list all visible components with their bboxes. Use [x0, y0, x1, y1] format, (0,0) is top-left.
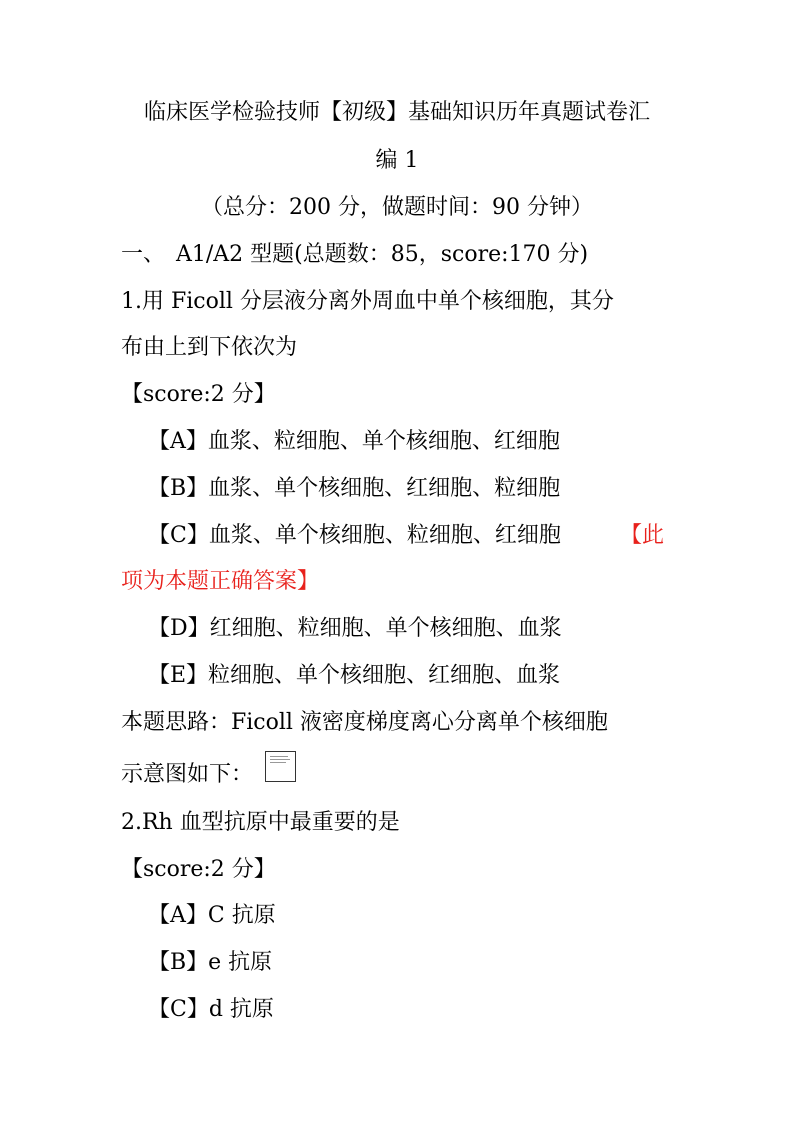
question-1-stem-line2: 布由上到下依次为	[121, 335, 298, 360]
correct-answer-marker-line2: 项为本题正确答案】	[121, 569, 320, 594]
question-1-explanation-line2: 示意图如下：	[121, 762, 254, 787]
question-2-option-b[interactable]: 【B】e 抗原	[148, 950, 273, 975]
question-2-option-c[interactable]: 【C】d 抗原	[148, 997, 274, 1022]
question-1-explanation-line1: 本题思路：Ficoll 液密度梯度离心分离单个核细胞	[121, 710, 608, 735]
question-2-stem: 2.Rh 血型抗原中最重要的是	[121, 810, 400, 835]
question-1-option-e[interactable]: 【E】粒细胞、单个核细胞、红细胞、血浆	[148, 663, 561, 688]
question-2-option-a[interactable]: 【A】C 抗原	[148, 903, 276, 928]
question-2-score: 【score:2 分】	[121, 857, 276, 882]
question-1-option-c[interactable]: 【C】血浆、单个核细胞、粒细胞、红细胞	[148, 523, 561, 548]
question-1-option-b[interactable]: 【B】血浆、单个核细胞、红细胞、粒细胞	[148, 476, 561, 501]
question-1-option-a[interactable]: 【A】血浆、粒细胞、单个核细胞、红细胞	[148, 429, 560, 454]
correct-answer-marker-line1: 【此	[620, 523, 665, 548]
section-heading: 一、 A1/A2 型题(总题数：85，score:170 分)	[121, 242, 589, 267]
thumbnail-text-line	[270, 759, 290, 760]
thumbnail-text-line	[270, 762, 286, 763]
diagram-thumbnail-image[interactable]	[265, 751, 296, 782]
question-1-stem-line1: 1.用 Ficoll 分层液分离外周血中单个核细胞，其分	[121, 289, 614, 314]
document-title-line2: 编 1	[375, 148, 419, 173]
question-1-score: 【score:2 分】	[121, 382, 276, 407]
document-subtitle: （总分：200 分，做题时间：90 分钟）	[201, 195, 593, 220]
thumbnail-text-line	[270, 756, 288, 757]
document-title-line1: 临床医学检验技师【初级】基础知识历年真题试卷汇	[143, 100, 650, 125]
question-1-option-d[interactable]: 【D】红细胞、粒细胞、单个核细胞、血浆	[148, 616, 562, 641]
